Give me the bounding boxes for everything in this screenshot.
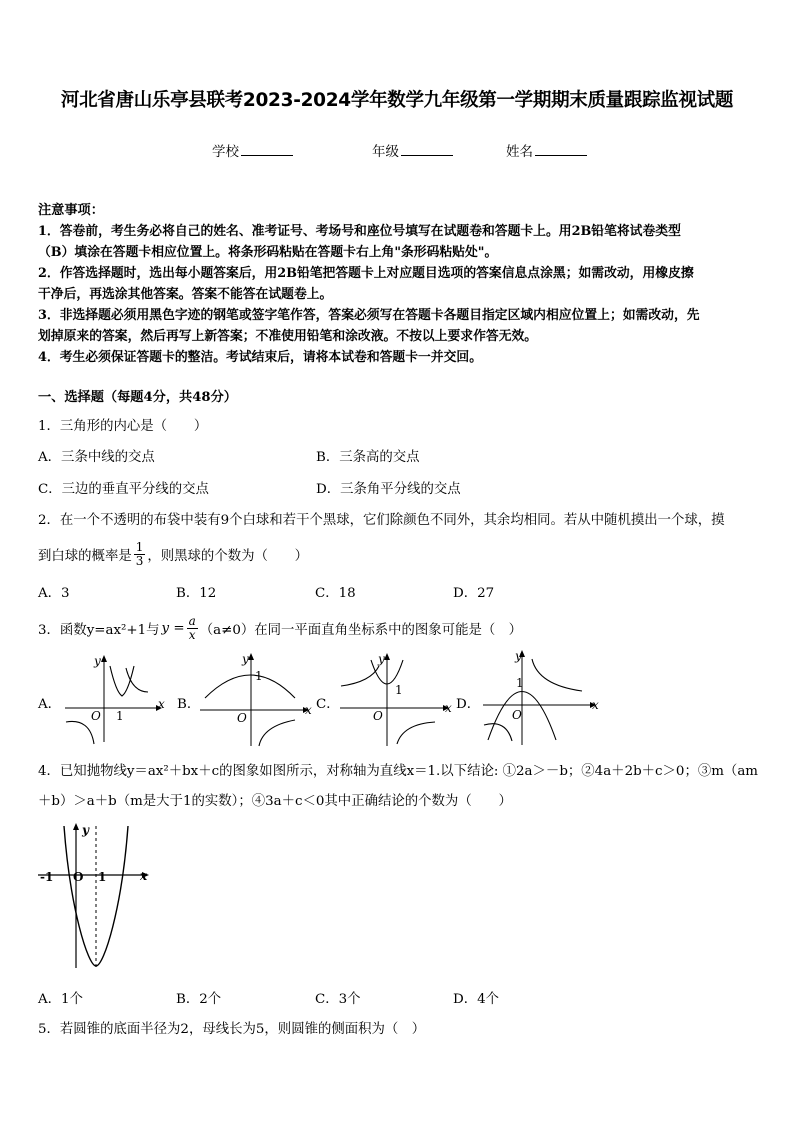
graph-one-label: 1 <box>395 683 403 697</box>
grade-label: 年级 <box>372 144 399 160</box>
graph-y-label: y <box>82 823 89 837</box>
q3-frac-den: x <box>188 627 196 642</box>
question-1-stem: 1．三角形的内心是（ ） <box>38 419 208 434</box>
q3-option-c-label: C． <box>316 697 340 712</box>
graph-x-label: x <box>445 701 452 715</box>
q3-text-a: 3．函数y=ax²+1与 <box>38 622 160 638</box>
q3-y-eq: y = <box>161 620 185 636</box>
q4-option-b: B．2个 <box>176 992 222 1007</box>
q1-option-b: B．三条高的交点 <box>316 450 420 465</box>
notice-line: 3．非选择题必须用黑色字迹的钢笔或签字笔作答，答案必须写在答题卡各题目指定区域内相应位置上；如需改动，先 <box>38 308 700 323</box>
question-3-stem <box>38 610 522 646</box>
q1-option-d: D．三条角平分线的交点 <box>316 482 461 497</box>
graph-y-label: y <box>242 652 249 666</box>
graph-origin-label: O <box>237 711 247 725</box>
page-title: 河北省唐山乐亭县联考2023-2024学年数学九年级第一学期期末质量跟踪监视试题 <box>60 90 734 111</box>
graph-one-label: 1 <box>516 676 524 690</box>
q3-frac-num: a <box>188 613 196 628</box>
q2-text-b: ，则黑球的个数为（ ） <box>147 548 309 564</box>
graph-origin-label: O <box>373 709 383 723</box>
q2-fraction <box>134 541 146 568</box>
section-heading: 一、选择题（每题4分，共48分） <box>38 390 237 405</box>
graph-neg-one-label: -1 <box>40 870 54 884</box>
graph-y-label: y <box>515 649 522 663</box>
name-field <box>506 140 587 160</box>
q3-graph-c <box>335 648 460 748</box>
q3-text-b: （a≠0）在同一平面直角坐标系中的图象可能是（ ） <box>199 622 523 638</box>
question-4-stem-line2: ＋b）＞a＋b（m是大于1的实数）；④3a＋c＜0其中正确结论的个数为（ ） <box>38 794 512 809</box>
q4-option-c: C．3个 <box>315 992 361 1007</box>
notice-line: （B）填涂在答题卡相应位置上。将条形码粘贴在答题卡右上角"条形码粘贴处"。 <box>38 245 498 260</box>
graph-y-label: y <box>378 652 385 666</box>
q3-graph-b <box>195 648 320 748</box>
q2-option-a: A．3 <box>38 586 70 601</box>
q2-option-b: B．12 <box>176 586 217 601</box>
q2-text-a: 到白球的概率是 <box>38 548 132 564</box>
graph-one-label: 1 <box>116 709 124 723</box>
q3-graph-a <box>60 650 170 745</box>
q3-option-a-label: A． <box>38 697 62 712</box>
q4-parabola-graph <box>36 818 156 973</box>
graph-origin-label: O <box>91 709 101 723</box>
notice-line: 划掉原来的答案，然后再写上新答案；不准使用铅笔和涂改液。不按以上要求作答无效。 <box>38 329 538 344</box>
q3-fraction <box>187 615 198 642</box>
question-2-stem-line2 <box>38 534 308 574</box>
notice-line: 2．作答选择题时，选出每小题答案后，用2B铅笔把答题卡上对应题目选项的答案信息点涂黑；如需改动，用橡皮擦 <box>38 266 694 281</box>
notice-line: 4．考生必须保证答题卡的整洁。考试结束后，请将本试卷和答题卡一并交回。 <box>38 350 482 365</box>
school-label: 学校 <box>212 144 239 160</box>
notice-heading: 注意事项： <box>38 203 104 218</box>
q2-frac-num: 1 <box>135 539 144 554</box>
q4-option-a: A．1个 <box>38 992 83 1007</box>
graph-origin-label: O <box>512 708 522 722</box>
graph-x-label: x <box>158 697 165 711</box>
q3-option-d-label: D． <box>456 697 481 712</box>
grade-field <box>372 140 453 160</box>
question-4-stem: 4．已知抛物线y＝ax²＋bx＋c的图象如图所示，对称轴为直线x＝1.以下结论: ①2a＞－b；②4a＋2b＋c＞0；③m（am <box>38 764 759 779</box>
graph-y-label: y <box>94 654 101 668</box>
graph-x-label: x <box>592 698 599 712</box>
q3-option-b-label: B． <box>177 697 201 712</box>
graph-x-label: x <box>305 703 312 717</box>
notice-line: 干净后，再选涂其他答案。答案不能答在试题卷上。 <box>38 287 333 302</box>
question-5-stem: 5．若圆锥的底面半径为2，母线长为5，则圆锥的侧面积为（ ） <box>38 1022 426 1037</box>
name-label: 姓名 <box>506 144 533 160</box>
graph-origin-label: O <box>73 870 84 884</box>
q4-option-d: D．4个 <box>453 992 500 1007</box>
question-2-stem: 2．在一个不透明的布袋中装有9个白球和若干个黑球，它们除颜色不同外，其余均相同。若从中随机摸出一个球，摸 <box>38 513 725 528</box>
graph-one-label: 1 <box>255 669 263 683</box>
q1-option-a: A．三条中线的交点 <box>38 450 155 465</box>
q2-option-d: D．27 <box>453 586 495 601</box>
school-field <box>212 140 293 160</box>
graph-one-label: 1 <box>98 870 107 884</box>
q3-graph-d <box>478 645 608 748</box>
q1-option-c: C．三边的垂直平分线的交点 <box>38 482 209 497</box>
q2-frac-den: 3 <box>135 553 144 568</box>
notice-line: 1．答卷前，考生务必将自己的姓名、准考证号、考场号和座位号填写在试题卷和答题卡上。用2B铅笔将试卷类型 <box>38 224 681 239</box>
q2-option-c: C．18 <box>315 586 356 601</box>
graph-x-label: x <box>140 869 148 883</box>
